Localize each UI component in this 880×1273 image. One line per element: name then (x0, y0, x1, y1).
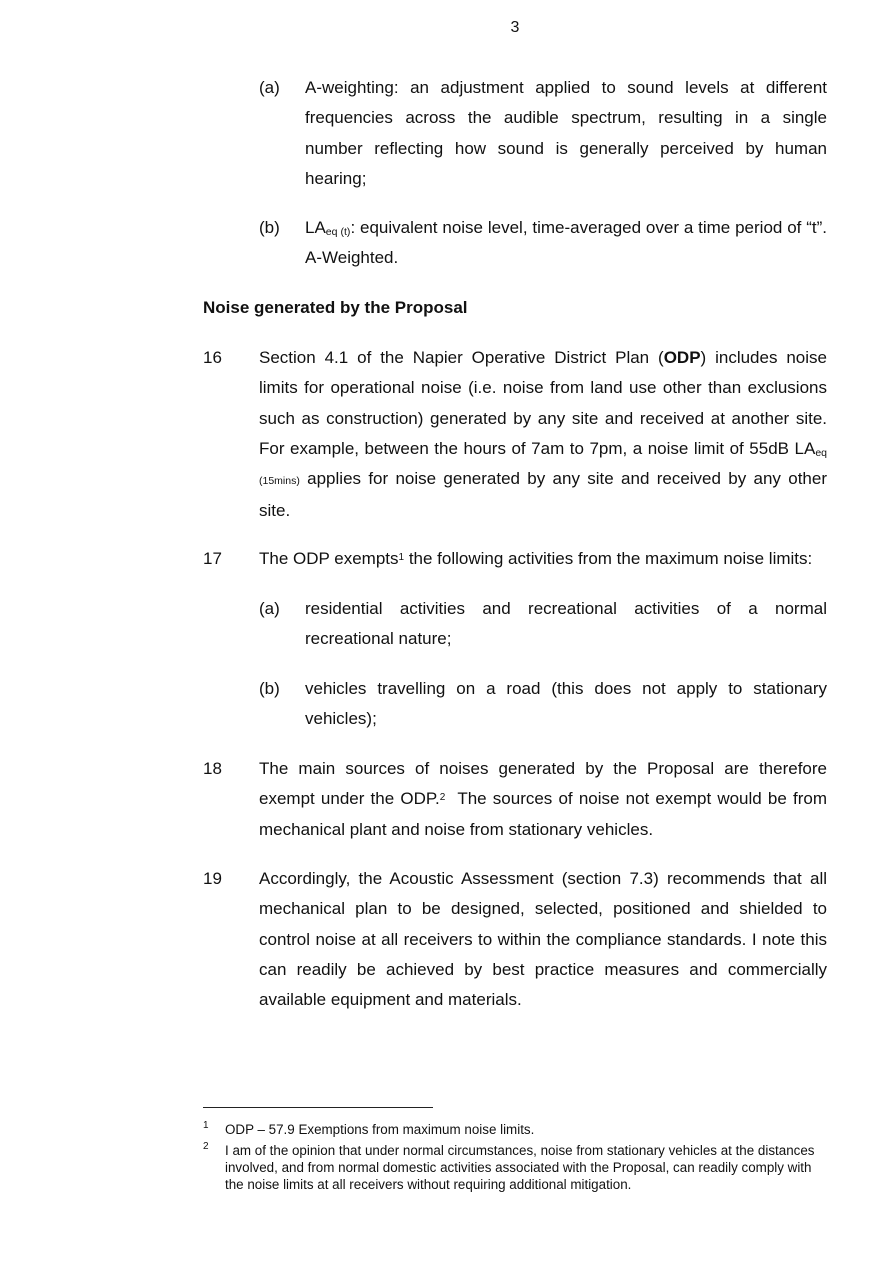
paragraph-17-text (259, 544, 827, 574)
paragraph-17-item-b-label: (b) (259, 679, 280, 698)
footnote-ref-1[interactable]: 1 (398, 552, 405, 563)
definition-a-label: (a) (259, 78, 280, 97)
section-heading: Noise generated by the Proposal (203, 298, 468, 317)
footnote-ref-2[interactable]: 2 (439, 792, 446, 804)
page-number: 3 (510, 19, 520, 36)
paragraph-17-part-2: the following activities from the maximum noise limits: (404, 549, 813, 568)
paragraph-17-item-a-label: (a) (259, 599, 280, 618)
footnote-separator (203, 1107, 433, 1108)
definition-b-term-subscript: eq (t) (325, 226, 351, 238)
footnote-2-number: 2 (203, 1141, 209, 1152)
paragraph-18-part-1: The main sources of noises generated by the Proposal are therefore exempt under the ODP. (259, 759, 832, 809)
paragraph-16-text (259, 343, 827, 527)
paragraph-16-part-1: Section 4.1 of the Napier Operative District Plan ( (259, 348, 664, 367)
paragraph-16-part-3: applies for noise generated by any site and received by any other site. (259, 469, 827, 521)
footnote-1-number: 1 (203, 1120, 209, 1131)
paragraph-16-subscript-period: (15mins) (259, 475, 300, 488)
paragraph-16-number: 16 (203, 348, 222, 367)
paragraph-17-part-1: The ODP exempts (259, 549, 399, 568)
paragraph-18-part-2: The sources of noise not exempt would be from mechanical plant and noise from stationary vehicles. (259, 789, 832, 839)
definition-b-description: : equivalent noise level, time-averaged over a time period of “t”. A-Weighted. (305, 218, 827, 268)
paragraph-16-subscript-eq: eq (815, 446, 827, 459)
definition-b-term: LA (305, 218, 326, 237)
footnote-1-text: ODP – 57.9 Exemptions from maximum noise limits. (225, 1122, 535, 1137)
paragraph-16-part-2: ) includes noise limits for operational noise (i.e. noise from land use other than exclusions such as construction) generated by any site and received at another site. For example, between the hours of 7am to 7pm, a noise limit of 55dB LA (259, 348, 827, 458)
paragraph-19-text: Accordingly, the Acoustic Assessment (section 7.3) recommends that all mechanical plan to be designed, selected, positioned and shielded to control noise at all receivers to within the compliance standards. I note this can readily be achieved by best practice measures and commercially available equipment and materials. (259, 869, 827, 1010)
footnote-2-text: I am of the opinion that under normal circumstances, noise from stationary vehicles at the distances involved, and from normal domestic activities associated with the Proposal, can readily comply with the noise limits at all receivers without requiring additional mitigation. (225, 1143, 815, 1193)
paragraph-19-number: 19 (203, 869, 222, 888)
paragraph-17-item-b-text: vehicles travelling on a road (this does not apply to stationary vehicles); (305, 679, 827, 729)
definition-b-label: (b) (259, 218, 280, 237)
paragraph-17-item-a-text: residential activities and recreational activities of a normal recreational nature; (305, 599, 827, 649)
odp-abbreviation: ODP (663, 348, 701, 367)
paragraph-18-text (259, 754, 832, 845)
definition-a-text: A-weighting: an adjustment applied to sound levels at different frequencies across the audible spectrum, resulting in a single number reflecting how sound is generally perceived by human hearing; (305, 78, 827, 188)
paragraph-17-number: 17 (203, 549, 222, 568)
paragraph-18-number: 18 (203, 759, 222, 778)
definition-b-text (305, 213, 827, 274)
